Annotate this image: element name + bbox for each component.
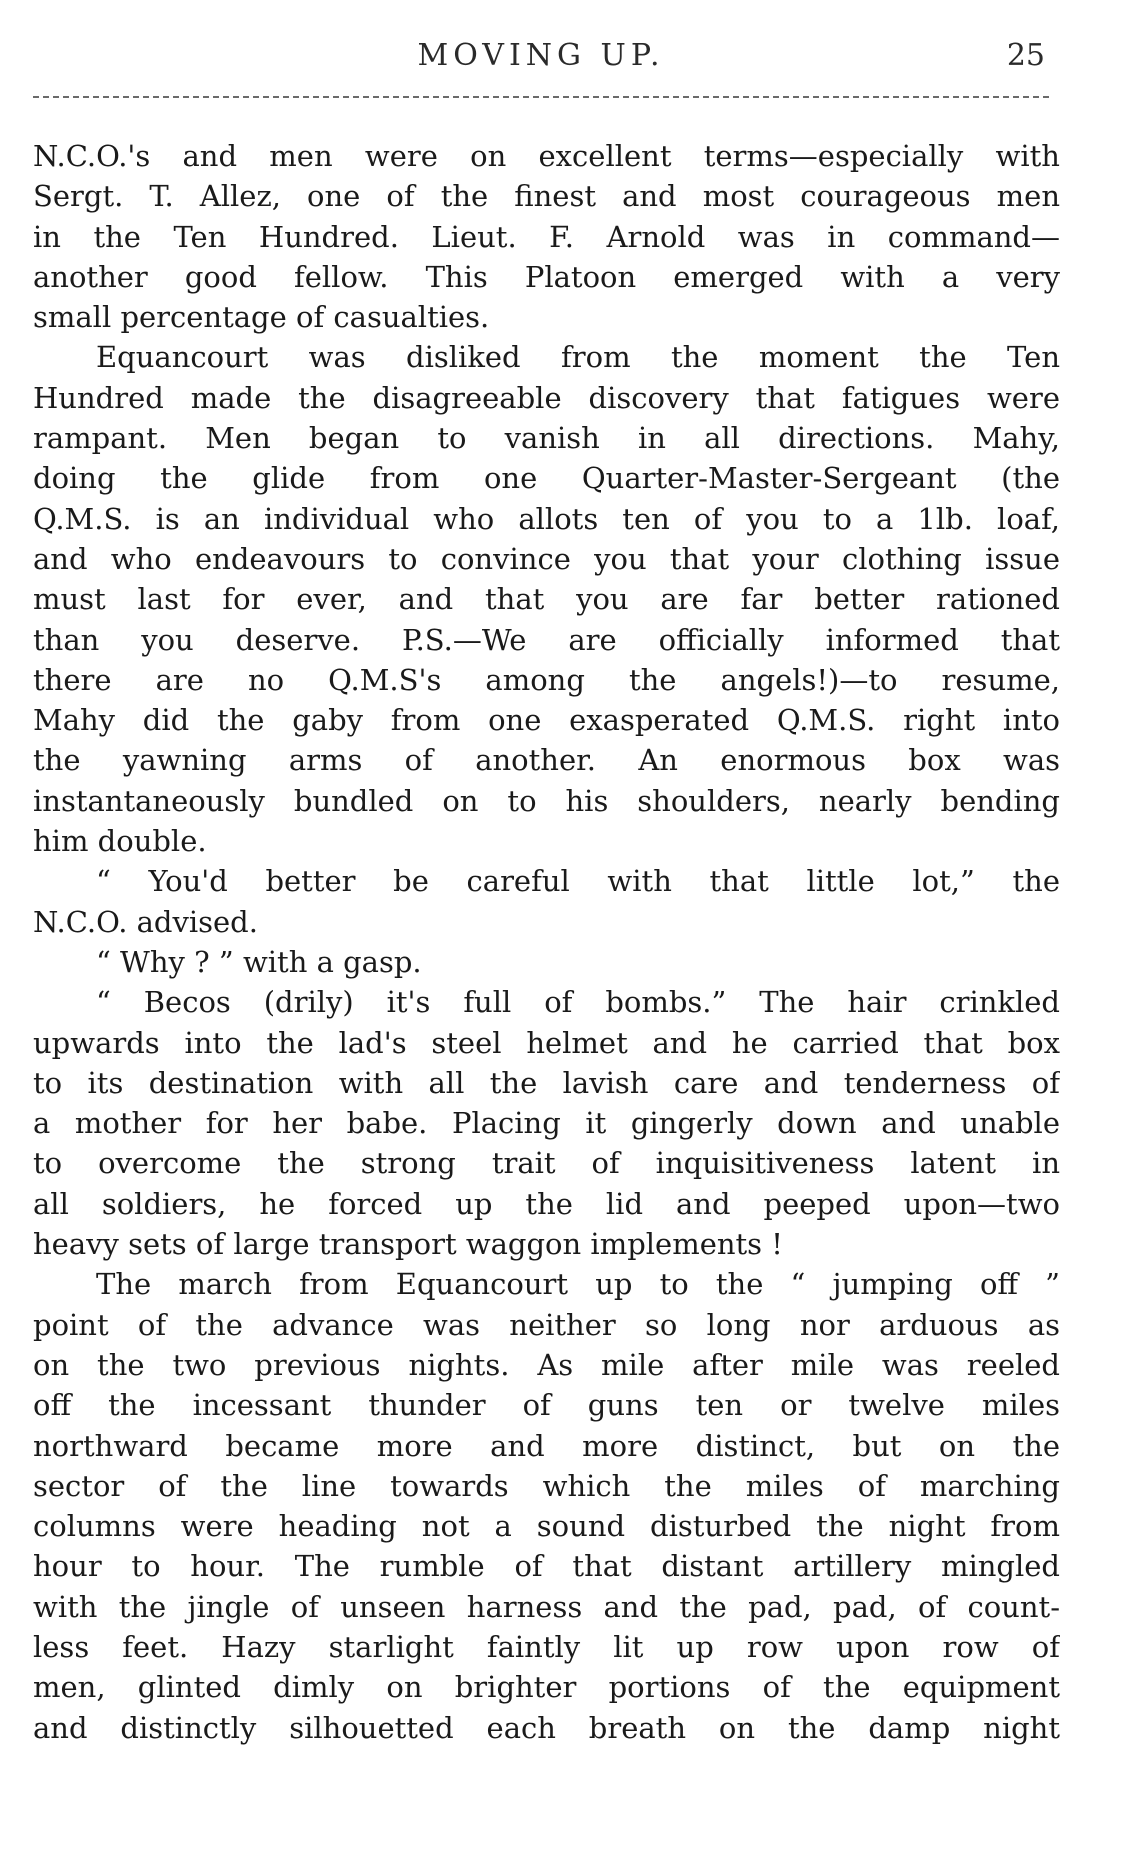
text-line: on the two previous nights. As mile after mile was reeled (33, 1347, 1060, 1382)
text-line: him double. (33, 824, 207, 859)
page-header (33, 38, 1049, 88)
text-line: less feet. Hazy starlight faintly lit up row upon row of (33, 1629, 1060, 1664)
text-line: in the Ten Hundred. Lieut. F. Arnold was in command— (33, 219, 1060, 254)
text-line: doing the glide from one Quarter-Master-Sergeant (the (33, 461, 1060, 496)
body-text (33, 136, 1060, 1748)
text-line: off the incessant thunder of guns ten or twelve miles (33, 1388, 1060, 1423)
text-line: the yawning arms of another. An enormous box was (33, 743, 1060, 778)
text-line: point of the advance was neither so long nor arduous as (33, 1307, 1060, 1342)
text-line: Q.M.S. is an individual who allots ten of you to a 1lb. loaf, (33, 501, 1060, 536)
text-line: “ Becos (drily) it's full of bombs.” The hair crinkled (96, 985, 1060, 1020)
text-line: “ Why ? ” with a gasp. (96, 944, 422, 979)
text-line: The march from Equancourt up to the “ jumping off ” (96, 1267, 1060, 1302)
text-line: and who endeavours to convince you that your clothing issue (33, 541, 1060, 576)
text-line: a mother for her babe. Placing it gingerly down and unable (33, 1106, 1060, 1141)
text-line: heavy sets of large transport waggon implements ! (33, 1227, 783, 1262)
text-line: N.C.O. advised. (33, 904, 258, 939)
text-line: to its destination with all the lavish care and tenderness of (33, 1065, 1060, 1100)
text-line: all soldiers, he forced up the lid and peeped upon—two (33, 1186, 1060, 1221)
text-line: “ You'd better be careful with that little lot,” the (96, 864, 1060, 899)
text-line: there are no Q.M.S's among the angels!)—to resume, (33, 662, 1060, 697)
text-line: N.C.O.'s and men were on excellent terms—especially with (33, 139, 1060, 173)
running-title: MOVING UP. (417, 38, 665, 73)
text-line: and distinctly silhouetted each breath on the damp night (33, 1710, 1060, 1745)
text-line: northward became more and more distinct, but on the (33, 1428, 1060, 1463)
text-line: instantaneously bundled on to his shoulders, nearly bending (33, 783, 1060, 818)
text-line: sector of the line towards which the miles of marching (33, 1468, 1060, 1503)
text-line: hour to hour. The rumble of that distant artillery mingled (33, 1549, 1060, 1584)
text-line: with the jingle of unseen harness and the pad, pad, of count- (33, 1589, 1060, 1624)
text-line: Mahy did the gaby from one exasperated Q.M.S. right into (33, 703, 1060, 738)
text-line: to overcome the strong trait of inquisitiveness latent in (33, 1146, 1060, 1181)
text-line: Hundred made the disagreeable discovery that fatigues were (33, 380, 1060, 415)
text-line: upwards into the lad's steel helmet and he carried that box (33, 1025, 1060, 1060)
text-line: Equancourt was disliked from the moment the Ten (96, 340, 1060, 375)
text-line: Sergt. T. Allez, one of the finest and most courageous men (33, 179, 1060, 214)
text-line: columns were heading not a sound disturbed the night from (33, 1509, 1060, 1544)
text-line: men, glinted dimly on brighter portions of the equipment (33, 1670, 1060, 1705)
page-number: 25 (1006, 38, 1045, 73)
text-line: must last for ever, and that you are far better rationed (33, 582, 1060, 617)
text-line: than you deserve. P.S.—We are officially informed that (33, 622, 1060, 657)
header-rule (33, 96, 1049, 98)
text-line: another good fellow. This Platoon emerged with a very (33, 259, 1060, 294)
text-line: rampant. Men began to vanish in all directions. Mahy, (33, 421, 1060, 456)
text-line: small percentage of casualties. (33, 300, 490, 335)
